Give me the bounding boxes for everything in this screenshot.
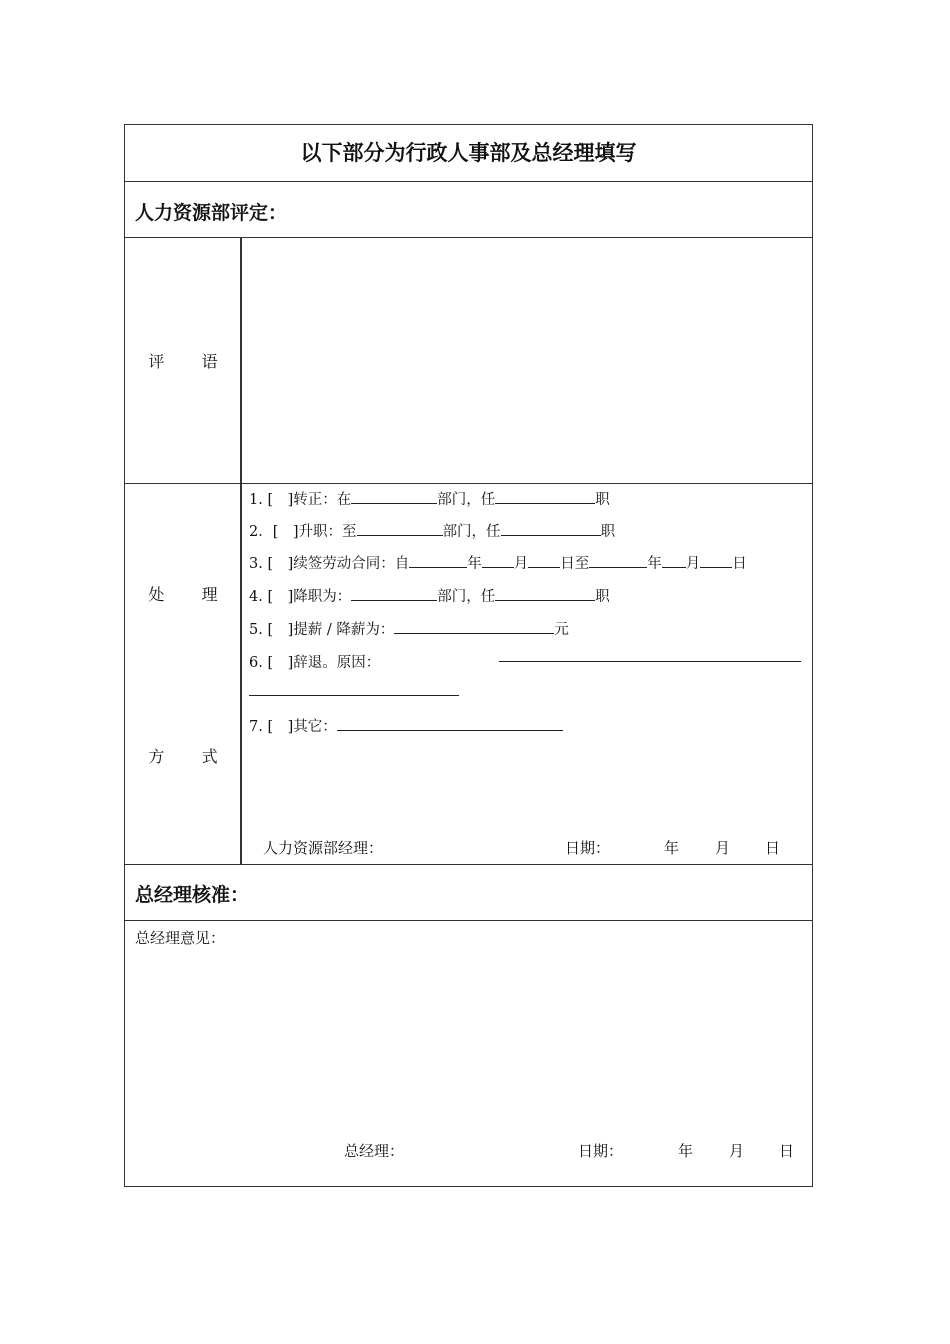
blank-field[interactable]	[528, 554, 560, 568]
blank-field[interactable]	[394, 620, 554, 634]
checkbox[interactable]: [ ]	[267, 589, 294, 605]
option-demote[interactable]: 4. [ ]降职为： 部门，任 职	[249, 589, 610, 605]
blank-field[interactable]	[700, 554, 732, 568]
blank-field[interactable]	[495, 490, 595, 504]
divider	[125, 181, 812, 182]
hr-section-heading: 人力资源部评定：	[135, 202, 288, 224]
option-confirm[interactable]: 1. [ ]转正：在 部门，任 职	[249, 492, 610, 508]
column-divider	[240, 238, 242, 864]
blank-field[interactable]	[662, 554, 686, 568]
blank-field[interactable]	[501, 522, 601, 536]
hr-date-label: 日期：	[565, 839, 611, 857]
reason-line[interactable]	[499, 661, 801, 662]
blank-field[interactable]	[351, 490, 437, 504]
gm-section-heading: 总经理核准：	[135, 884, 250, 906]
gm-date-label: 日期：	[578, 1142, 624, 1160]
blank-field[interactable]	[409, 554, 467, 568]
checkbox[interactable]: [ ]	[267, 655, 294, 671]
option-promote[interactable]: 2．[ ]升职：至 部门，任 职	[249, 524, 616, 540]
checkbox[interactable]: [ ]	[267, 556, 294, 572]
checkbox[interactable]: [ ]	[267, 492, 294, 508]
blank-field[interactable]	[482, 554, 514, 568]
blank-field[interactable]	[337, 717, 563, 731]
checkbox[interactable]: [ ]	[267, 622, 294, 638]
divider	[125, 920, 812, 921]
form-title: 以下部分为行政人事部及总经理填写	[300, 140, 637, 165]
divider	[125, 483, 812, 484]
gm-opinion-label: 总经理意见：	[135, 929, 226, 947]
blank-field[interactable]	[351, 587, 437, 601]
hr-month-label: 月	[715, 839, 731, 857]
option-other[interactable]: 7. [ ]其它：	[249, 715, 563, 736]
option-dismiss[interactable]: 6. [ ]辞退。原因：	[249, 655, 381, 671]
option-salary-change[interactable]: 5. [ ]提薪 / 降薪为： 元	[249, 622, 569, 638]
hr-day-label: 日	[765, 839, 781, 857]
process-label-top: 处 理	[148, 585, 218, 604]
hr-manager-label: 人力资源部经理：	[263, 839, 384, 857]
comment-field[interactable]	[243, 238, 812, 483]
checkbox[interactable]: [ ]	[272, 524, 299, 540]
gm-opinion-field[interactable]	[127, 951, 810, 1131]
hr-year-label: 年	[664, 839, 680, 857]
gm-signature-label: 总经理：	[344, 1142, 405, 1160]
blank-field[interactable]	[357, 522, 443, 536]
blank-field[interactable]	[589, 554, 647, 568]
option-renew-contract[interactable]: 3. [ ]续签劳动合同：自 年 月 日至 年 月 日	[249, 556, 747, 572]
checkbox[interactable]: [ ]	[267, 719, 294, 735]
gm-day-label: 日	[779, 1142, 795, 1160]
reason-line-2[interactable]	[249, 695, 459, 696]
gm-month-label: 月	[729, 1142, 745, 1160]
evaluation-form	[124, 124, 813, 1187]
divider	[125, 864, 812, 865]
comment-label: 评 语	[148, 352, 218, 371]
blank-field[interactable]	[495, 587, 595, 601]
process-label-bottom: 方 式	[148, 747, 218, 766]
gm-year-label: 年	[678, 1142, 694, 1160]
